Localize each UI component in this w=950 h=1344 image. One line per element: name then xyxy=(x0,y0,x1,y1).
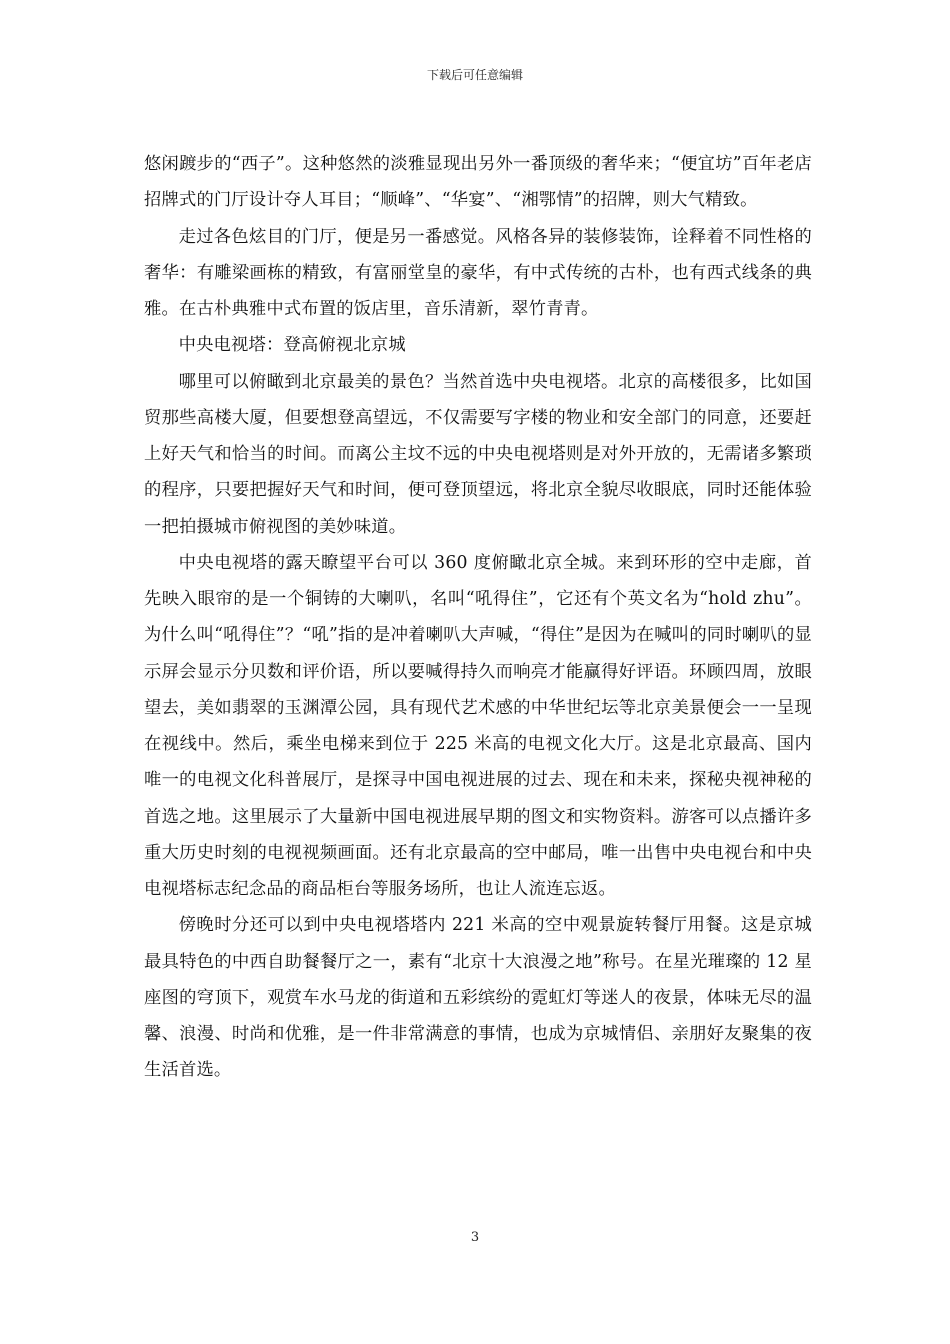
document-body xyxy=(144,146,812,1089)
paragraph-1: 悠闲踱步的“西子”。这种悠然的淡雅显现出另外一番顶级的奢华来；“便宜坊”百年老店招牌式的门厅设计夺人耳目；“顺峰”、“华宴”、“湘鄂情”的招牌，则大气精致。 xyxy=(144,154,812,211)
paragraph-5: 傍晚时分还可以到中央电视塔塔内 221 米高的空中观景旋转餐厅用餐。这是京城最具特色的中西自助餐餐厅之一，素有“北京十大浪漫之地”称号。在星光璀璨的 12 星座图的穹顶下，观赏车水马龙的街道和五彩缤纷的霓虹灯等迷人的夜景，体味无尽的温馨、浪漫、时尚和优雅，是一件非常满意的事情，也成为京城情侣、亲朋好友聚集的夜生活首选。 xyxy=(144,915,812,1081)
paragraph-3: 哪里可以俯瞰到北京最美的景色？当然首选中央电视塔。北京的高楼很多，比如国贸那些高楼大厦，但要想登高望远，不仅需要写字楼的物业和安全部门的同意，还要赶上好天气和恰当的时间。而离公主坟不远的中央电视塔则是对外开放的，无需诸多繁琐的程序，只要把握好天气和时间，便可登顶望远，将北京全貌尽收眼底，同时还能体验一把拍摄城市俯视图的美妙味道。 xyxy=(144,371,812,537)
paragraph-4: 中央电视塔的露天瞭望平台可以 360 度俯瞰北京全城。来到环形的空中走廊，首先映入眼帘的是一个铜铸的大喇叭，名叫“吼得住”，它还有个英文名为“hold zhu”。为什么叫“吼得住”？“吼”指的是冲着喇叭大声喊，“得住”是因为在喊叫的同时喇叭的显示屏会显示分贝数和评价语，所以要喊得持久而响亮才能赢得好评语。环顾四周，放眼望去，美如翡翠的玉渊潭公园，具有现代艺术感的中华世纪坛等北京美景便会一一呈现在视线中。然后，乘坐电梯来到位于 225 米高的电视文化大厅。这是北京最高、国内唯一的电视文化科普展厅，是探寻中国电视进展的过去、现在和未来，探秘央视神秘的首选之地。这里展示了大量新中国电视进展早期的图文和实物资料。游客可以点播许多重大历史时刻的电视视频画面。还有北京最高的空中邮局，唯一出售中央电视台和中央电视塔标志纪念品的商品柜台等服务场所，也让人流连忘返。 xyxy=(144,552,812,899)
paragraph-2: 走过各色炫目的门厅，便是另一番感觉。风格各异的装修装饰，诠释着不同性格的奢华：有雕梁画栋的精致，有富丽堂皇的豪华，有中式传统的古朴，也有西式线条的典雅。在古朴典雅中式布置的饭店里，音乐清新，翠竹青青。 xyxy=(144,226,812,319)
section-heading: 中央电视塔：登高俯视北京城 xyxy=(178,335,406,356)
header-note: 下载后可任意编辑 xyxy=(426,68,523,82)
page-number: 3 xyxy=(470,1230,480,1245)
